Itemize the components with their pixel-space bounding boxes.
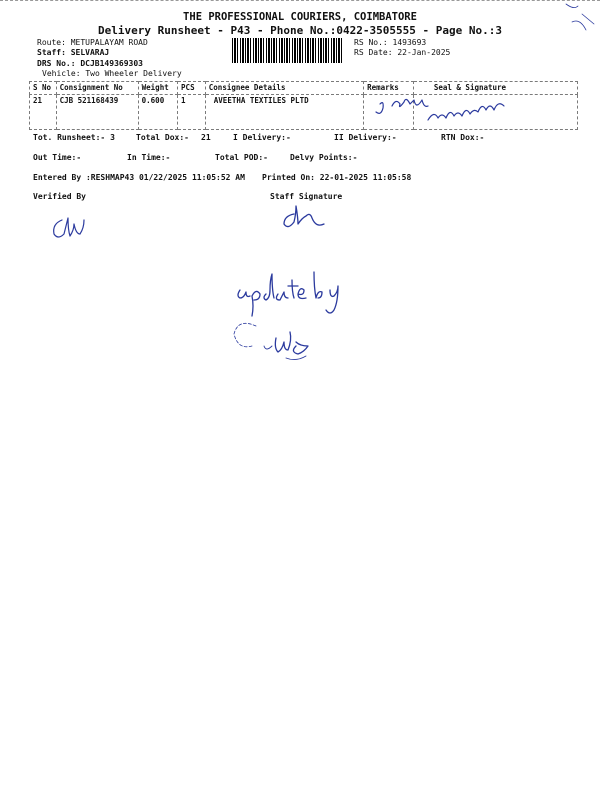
i-delivery: I Delivery:- — [233, 133, 291, 142]
route-text: Route: METUPALAYAM ROAD — [37, 38, 148, 47]
rtn-dox: RTN Dox:- — [441, 133, 485, 142]
header-weight: Weight — [138, 82, 177, 95]
verifier-signature — [48, 208, 98, 248]
header-consignment-no: Consignment No — [56, 82, 138, 95]
runsheet-title: Delivery Runsheet - P43 - Phone No.:0422-3505555 - Page No.:3 — [98, 24, 502, 37]
cell-s-no: 21 — [30, 95, 57, 130]
header-remarks: Remarks — [364, 82, 414, 95]
verified-by-label: Verified By — [33, 192, 86, 201]
header-s-no: S No — [30, 82, 57, 95]
out-time: Out Time:- — [33, 153, 82, 162]
staff-signature-label: Staff Signature — [270, 192, 343, 201]
top-edge-line — [0, 0, 600, 2]
vehicle-text: Vehicle: Two Wheeler Delivery — [42, 69, 182, 78]
total-dox-value: 21 — [201, 133, 211, 142]
cell-consignment-no: CJB 521168439 — [56, 95, 138, 130]
cell-pcs: 1 — [178, 95, 206, 130]
rs-date: RS Date: 22-Jan-2025 — [354, 48, 451, 57]
cell-consignee: AVEETHA TEXTILES PLTD — [205, 95, 363, 130]
total-pod: Total POD:- — [215, 153, 268, 162]
ii-delivery: II Delivery:- — [334, 133, 397, 142]
staff-text: Staff: SELVARAJ — [37, 48, 110, 57]
header-consignee-details: Consignee Details — [205, 82, 363, 95]
update-by-handwriting — [226, 266, 356, 376]
total-dox-label: Total Dox:- — [136, 133, 189, 142]
rs-number: RS No.: 1493693 — [354, 38, 427, 47]
entered-by: Entered By :RESHMAP43 01/22/2025 11:05:52 AM — [33, 173, 245, 182]
barcode — [232, 38, 344, 63]
header-seal-signature: Seal & Signature — [413, 82, 577, 95]
staff-signature — [276, 200, 336, 236]
tot-runsheet: Tot. Runsheet:- 3 — [33, 133, 115, 142]
recipient-signature-handwriting — [370, 90, 530, 130]
printed-on: Printed On: 22-01-2025 11:05:58 — [262, 173, 412, 182]
in-time: In Time:- — [127, 153, 171, 162]
delvy-points: Delvy Points:- — [290, 153, 358, 162]
company-name: THE PROFESSIONAL COURIERS, COIMBATORE — [183, 11, 417, 23]
drs-number: DRS No.: DCJB149369303 — [37, 59, 143, 68]
cell-weight: 0.600 — [138, 95, 177, 130]
header-pcs: PCS — [178, 82, 206, 95]
